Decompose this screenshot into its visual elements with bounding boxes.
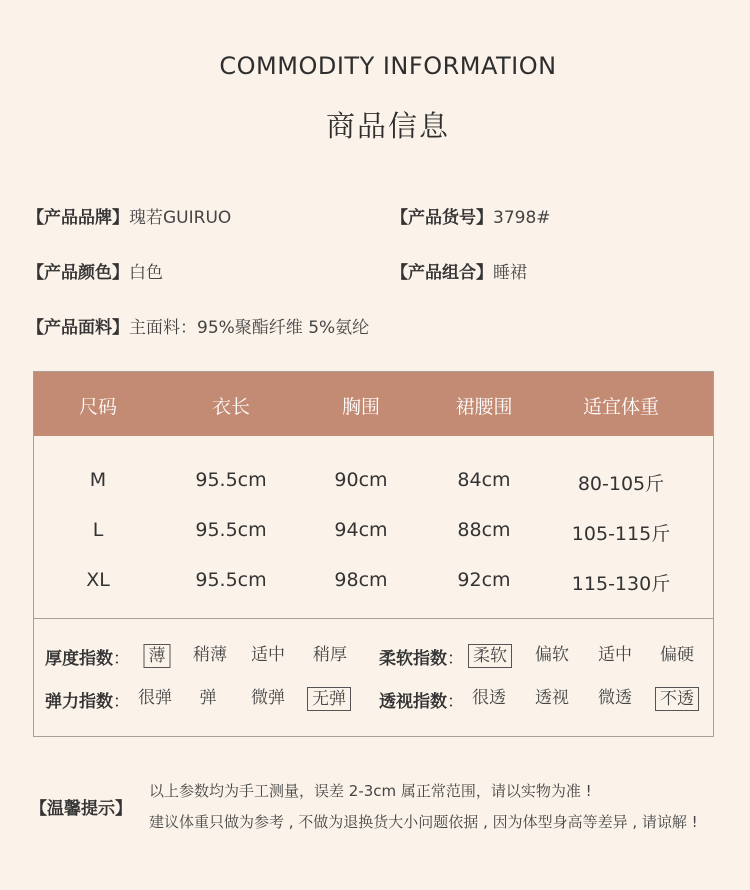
elasticity-option: 弹: [199, 688, 217, 708]
size-table: [33, 371, 714, 737]
transparency-index-label: [379, 687, 464, 712]
thickness-option: 稍厚: [313, 645, 347, 665]
cell: 95.5cm: [195, 569, 267, 591]
elasticity-index-text: 弹力指数: [45, 692, 113, 712]
cell: 95.5cm: [195, 519, 267, 541]
header-bust: 胸围: [341, 396, 381, 418]
thickness-option: 薄: [144, 644, 171, 668]
softness-option: 适中: [598, 645, 632, 665]
info-color-label: 【产品颜色】: [27, 263, 129, 283]
info-sku-label: 【产品货号】: [391, 208, 493, 228]
cell: L: [92, 519, 104, 541]
info-brand-label: 【产品品牌】: [27, 208, 129, 228]
softness-index-label: [379, 644, 464, 669]
thickness-index-label: [45, 644, 130, 669]
table-divider: [34, 618, 713, 619]
transparency-option: 不透: [655, 687, 699, 711]
info-combo: [391, 258, 527, 283]
info-combo-value: 睡裙: [493, 263, 527, 283]
cell: 80-105斤: [577, 473, 665, 495]
transparency-option: 透视: [535, 688, 569, 708]
elasticity-option: 很弹: [138, 688, 172, 708]
title-chinese: 商品信息: [325, 109, 450, 143]
cell: 92cm: [457, 569, 511, 591]
info-combo-label: 【产品组合】: [391, 263, 493, 283]
info-fabric-value: 主面料：95%聚酯纤维 5%氨纶: [129, 318, 370, 338]
thickness-index-text: 厚度指数: [45, 649, 113, 669]
transparency-index-text: 透视指数: [379, 692, 447, 712]
elasticity-index-colon: ：: [113, 692, 130, 712]
elasticity-index-label: [45, 687, 130, 712]
cell: 94cm: [334, 519, 388, 541]
title-english: COMMODITY INFORMATION: [219, 52, 557, 80]
info-fabric-label: 【产品面料】: [27, 318, 129, 338]
transparency-option: 很透: [472, 688, 506, 708]
transparency-index-colon: ：: [447, 692, 464, 712]
cell: 105-115斤: [571, 523, 671, 545]
info-brand: [27, 203, 231, 228]
info-fabric: [27, 313, 369, 338]
info-brand-value: 瑰若GUIRUO: [129, 208, 232, 228]
cell: 115-130斤: [571, 573, 671, 595]
header-length: 衣长: [211, 396, 251, 418]
header-waist: 裙腰围: [455, 396, 513, 418]
cell: XL: [86, 569, 110, 591]
header-size: 尺码: [78, 396, 118, 418]
softness-option: 偏软: [535, 645, 569, 665]
tips-line: 以上参数均为手工测量，误差 2-3cm 属正常范围，请以实物为准 !: [149, 782, 592, 800]
elasticity-option: 无弹: [307, 687, 351, 711]
info-sku-value: 3798#: [493, 208, 551, 228]
thickness-index-colon: ：: [113, 649, 130, 669]
info-color: [27, 258, 163, 283]
cell: 84cm: [457, 469, 511, 491]
header-weight: 适宜体重: [582, 396, 660, 418]
thickness-option: 稍薄: [193, 645, 227, 665]
transparency-option: 微透: [598, 688, 632, 708]
cell: 95.5cm: [195, 469, 267, 491]
size-table-header: [34, 372, 713, 436]
cell: 98cm: [334, 569, 388, 591]
elasticity-option: 微弹: [251, 688, 285, 708]
cell: 88cm: [457, 519, 511, 541]
cell: M: [89, 469, 107, 491]
thickness-option: 适中: [251, 645, 285, 665]
tips-line: 建议体重只做为参考 , 不做为退换货大小问题依据 , 因为体型身高等差异 , 请谅解 !: [149, 813, 698, 831]
softness-option: 偏硬: [660, 645, 694, 665]
info-color-value: 白色: [129, 263, 163, 283]
cell: 90cm: [334, 469, 388, 491]
tips-label: 【温馨提示】: [30, 799, 132, 819]
softness-index-text: 柔软指数: [379, 649, 447, 669]
softness-option: 柔软: [468, 644, 512, 668]
info-sku: [391, 203, 551, 228]
softness-index-colon: ：: [447, 649, 464, 669]
